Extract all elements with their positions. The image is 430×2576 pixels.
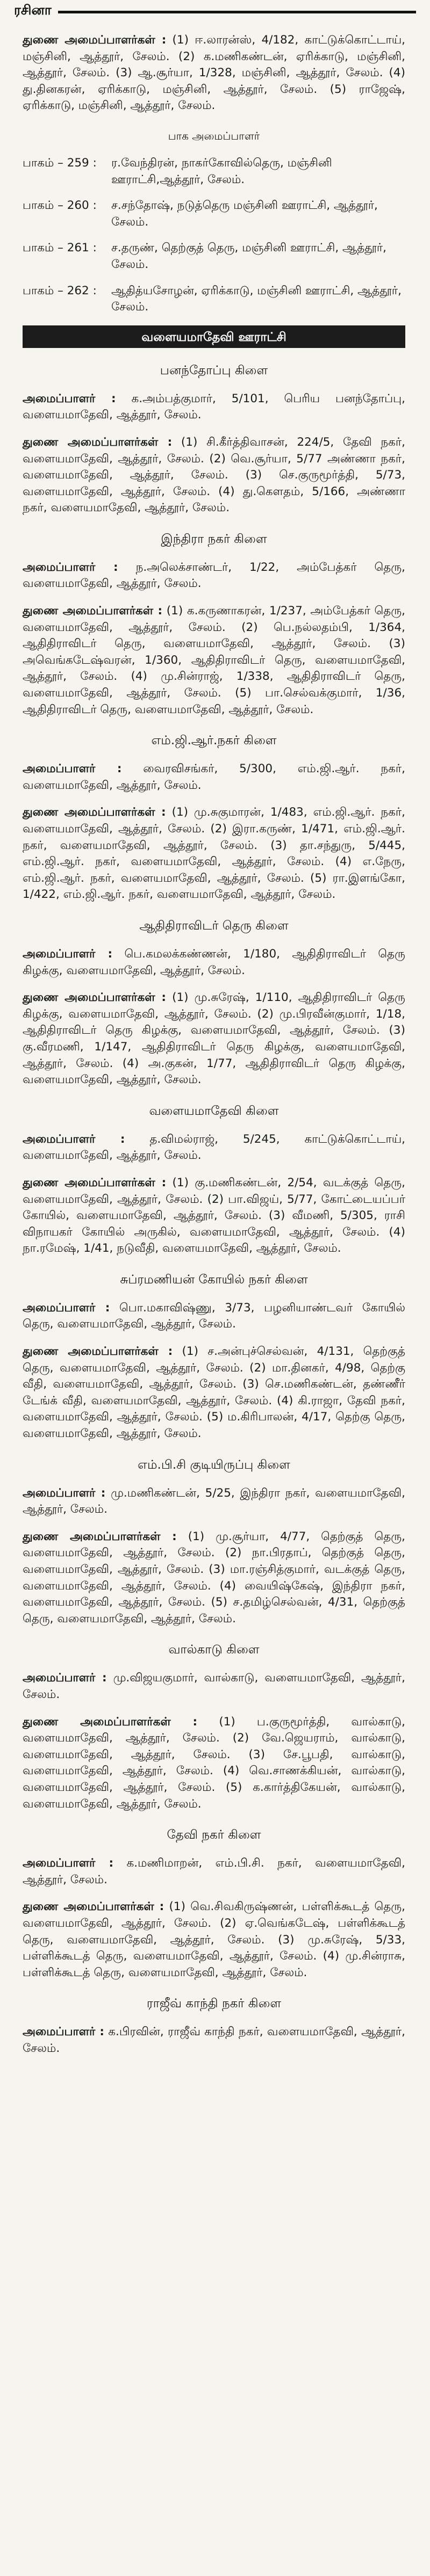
branch-heading: எம்.ஜி.ஆர்.நகர் கிளை (151, 734, 277, 748)
appointee-paragraph (23, 1300, 405, 1333)
appointee-names: (1) மு.சூர்யா, 4/77, தெற்குத் தெரு, வளையமாதேவி, ஆத்தூர், சேலம். (2) நா.பிரதாப், தெற்குத் தெரு, வளையமாதேவி, ஆத்தூர், சேலம். (3) மா.ரஞ்சித்குமார், வடக்குத் தெரு, வளையமாதேவி, ஆத்தூர், சேலம். (4) வையிஷ்கேஷ், இந்திரா நகர், வளையமாதேவி, ஆத்தூர், சேலம். (5) ச.தமிழ்செல்வன், 4/31, தெற்குத் தெரு, வளையமாதேவி, ஆத்தூர், சேலம். (23, 1529, 405, 1626)
appointee-paragraph (23, 560, 405, 592)
appointee-paragraph (23, 1485, 405, 1518)
appointee-paragraph (23, 32, 405, 114)
appointee-paragraph (23, 1344, 405, 1442)
part-row (23, 155, 405, 188)
branch-heading: சுப்ரமணியன் கோயில் நகர் கிளை (120, 1272, 308, 1287)
branch-heading: தேவி நகர் கிளை (167, 1828, 261, 1842)
role-label: அமைப்பாளர் : (23, 1856, 114, 1870)
appointee-names: ந.அலெக்சாண்டர், 1/22, அம்பேத்கர் தெரு, வளையமாதேவி, ஆத்தூர், சேலம். (23, 560, 405, 591)
role-label: துணை அமைப்பாளர்கள் : (23, 1345, 173, 1359)
part-organiser: ச.தருண், தெற்குத் தெரு, மஞ்சினி ஊராட்சி, ஆத்தூர், சேலம். (111, 241, 386, 271)
appointee-names: க.பிரவின், ராஜீவ் காந்தி நகர், வளையமாதேவி, ஆத்தூர், சேலம். (23, 2025, 405, 2055)
role-label: துணை அமைப்பாளர்கள் : (23, 991, 166, 1005)
appointee-names: (1) மு.சுரேஷ், 1/110, ஆதிதிராவிடர் தெரு கிழக்கு, வளையமாதேவி, ஆத்தூர், சேலம். (2) மு.பிரவீன்குமார், 1/18, ஆதிதிராவிடர் தெரு கிழக்கு, வளையமாதேவி, ஆத்தூர், சேலம். (3) கு.வீரமணி, 1/147, ஆதிதிராவிடர் தெரு கிழக்கு, வளையமாதேவி, ஆத்தூர், சேலம். (4) அ.குகன், 1/77, ஆதிதிராவிடர் தெரு கிழக்கு, வளையமாதேவி, ஆத்தூர், சேலம். (23, 991, 405, 1087)
appointee-names: (1) கு.மணிகண்டன், 2/54, வடக்குத் தெரு, வளையமாதேவி, ஆத்தூர், சேலம். (2) பா.விஜய், 5/77, கோட்டையப்பர் கோயில், வளையமாதேவி, ஆத்தூர், சேலம். (3) வீமணி, 5/305, ராசி விநாயகர் கோயில் அருகில், வளையமாதேவி, ஆத்தூர், சேலம். (4) நா.ரமேஷ், 1/41, நடுவீதி, வளையமாதேவி, ஆத்தூர், சேலம். (23, 1175, 405, 1256)
appointee-paragraph (23, 1529, 405, 1628)
part-row (23, 198, 405, 230)
appointee-paragraph (23, 434, 405, 517)
appointee-names: மு.மணிகண்டன், 5/25, இந்திரா நகர், வளையமாதேவி, ஆத்தூர், சேலம். (23, 1486, 405, 1516)
role-label: துணை அமைப்பாளர்கள் : (23, 1900, 164, 1914)
role-label: துணை அமைப்பாளர்கள் : (23, 1715, 198, 1729)
part-organiser: ர.வேந்திரன், நாகர்கோவில்தெரு, மஞ்சினி ஊராட்சி,ஆத்தூர், சேலம். (111, 156, 332, 186)
part-row (23, 283, 405, 316)
appointee-paragraph (23, 1670, 405, 1703)
branch-heading: ஆதிதிராவிடர் தெரு கிளை (139, 918, 289, 933)
appointee-names: மு.விஜயகுமார், வால்காடு, வளையமாதேவி, ஆத்தூர், சேலம். (23, 1671, 405, 1701)
branch-heading: எம்.பி.சி குடியிருப்பு கிளை (138, 1457, 290, 1472)
part-number: பாகம் – 261 : (23, 241, 97, 255)
masthead (0, 0, 430, 18)
branch-heading: பாக அமைப்பாளர் (168, 129, 260, 142)
appointee-paragraph (23, 2024, 405, 2057)
role-label: அமைப்பாளர் : (23, 1301, 110, 1315)
appointee-paragraph (23, 990, 405, 1089)
part-number: பாகம் – 259 : (23, 156, 97, 170)
appointee-names: (1) சி.கீர்த்திவாசன், 224/5, தேவி நகர், வளையமாதேவி, ஆத்தூர், சேலம். (2) வெ.சூர்யா, 5/77 அண்ணா நகர், வளையமாதேவி, ஆத்தூர், சேலம். (3) செ.குருமூர்த்தி, 5/73, வளையமாதேவி, ஆத்தூர், சேலம். (4) து.கௌதம், 5/166, அண்ணா நகர், வளையமாதேவி, ஆத்தூர், சேலம். (23, 435, 405, 515)
appointee-names: (1) மு.சுகுமாரன், 1/483, எம்.ஜி.ஆர். நகர், வளையமாதேவி, ஆத்தூர், சேலம். (2) இரா.கருண், 1/471, எம்.ஜி.ஆர். நகர், வளையமாதேவி, ஆத்தூர், சேலம். (3) தா.சந்துரு, 5/445, எம்.ஜி.ஆர். நகர், வளையமாதேவி, ஆத்தூர், சேலம். (4) எ.நேரு, எம்.ஜி.ஆர். நகர், வளையமாதேவி, ஆத்தூர், சேலம். (5) ரா.இளங்கோ, 1/422, எம்.ஜி.ஆர். நகர், வளையமாதேவி, ஆத்தூர், சேலம். (23, 806, 405, 902)
branch-heading: வளையமாதேவி கிளை (149, 1104, 279, 1118)
appointee-paragraph (23, 603, 405, 718)
branch-heading: இந்திரா நகர் கிளை (161, 532, 267, 546)
part-organiser: ஆதித்யசோழன், ஏரிக்காடு, மஞ்சினி ஊராட்சி, ஆத்தூர், சேலம். (111, 284, 402, 314)
appointee-names: (1) ப.குருமூர்த்தி, வால்காடு, வளையமாதேவி, ஆத்தூர், சேலம். (2) வே.ஜெயராம், வால்காடு, வளையமாதேவி, ஆத்தூர், சேலம். (3) சே.பூபதி, வால்காடு, வளையமாதேவி, ஆத்தூர், சேலம். (4) வெ.சாணக்கியன், வால்காடு, வளையமாதேவி, ஆத்தூர், சேலம். (5) க.கார்த்திகேயன், வால்காடு, வளையமாதேவி, ஆத்தூர், சேலம். (23, 1715, 405, 1811)
masthead-title: ரசினா (14, 2, 52, 18)
appointee-paragraph (23, 1899, 405, 1981)
role-label: அமைப்பாளர் : (23, 762, 122, 776)
appointee-names: (1) ச.அன்புச்செல்வன், 4/131, தெற்குத் தெரு, வளையமாதேவி, ஆத்தூர், சேலம். (2) மா.தினகர், 4/98, தெற்கு வீதி, வளையமாதேவி, ஆத்தூர், சேலம். (3) செ.மணிகண்டன், தண்ணீர் டேங்க் வீதி, வளையமாதேவி, ஆத்தூர், சேலம். (4) கி.ராஜா, தேவி நகர், வளையமாதேவி, ஆத்தூர், சேலம். (5) ம.கிரிபாலன், 4/17, தெற்கு தெரு, வளையமாதேவி, ஆத்தூர், சேலம். (23, 1345, 405, 1441)
role-label: அமைப்பாளர் : (23, 1132, 125, 1146)
role-label: அமைப்பாளர் : (23, 560, 118, 574)
role-label: அமைப்பாளர் : (23, 947, 113, 961)
part-organiser: ச.சந்தோஷ், நடுத்தெரு மஞ்சினி ஊராட்சி, ஆத்தூர், சேலம். (111, 199, 378, 229)
part-number: பாகம் – 260 : (23, 199, 97, 213)
panchayat-heading: வளையமாதேவி ஊராட்சி (23, 325, 405, 348)
role-label: துணை அமைப்பாளர்கள் : (23, 33, 167, 47)
branch-heading: ராஜீவ் காந்தி நகர் கிளை (146, 1997, 282, 2011)
appointee-names: த.விமல்ராஜ், 5/245, காட்டுக்கொட்டாய், வளையமாதேவி, ஆத்தூர், சேலம். (23, 1132, 405, 1163)
appointee-names: (1) க.கருணாகரன், 1/237, அம்பேத்கர் தெரு, வளையமாதேவி, ஆத்தூர், சேலம். (2) பெ.நல்லதம்பி, 1/364, ஆதிதிராவிடர் தெரு, வளையமாதேவி, ஆத்தூர், சேலம். (3) அவெங்கடேஷ்வரன், 1/360, ஆதிதிராவிடர் தெரு, வளையமாதேவி, ஆத்தூர், சேலம். (4) மு.சின்ராஜ், 1/338, ஆதிதிராவிடர் தெரு, வளையமாதேவி, ஆத்தூர், சேலம். (5) பா.செல்வக்குமார், 1/36, ஆதிதிராவிடர் தெரு, வளையமாதேவி, ஆத்தூர், சேலம். (23, 604, 405, 716)
appointee-names: (1) ஈ.லாரன்ஸ், 4/182, காட்டுக்கொட்டாய், மஞ்சினி, ஆத்தூர், சேலம். (2) க.மணிகண்டன், ஏரிக்காடு, மஞ்சினி, ஆத்தூர், சேலம். (3) ஆ.சூர்யா, 1/328, மஞ்சினி, ஆத்தூர், சேலம். (4) து.தினகரன், ஏரிக்காடு, மஞ்சினி, ஆத்தூர், சேலம். (5) ராஜேஷ், ஏரிக்காடு, மஞ்சினி, ஆத்தூர், சேலம். (23, 33, 405, 113)
masthead-rule (58, 11, 416, 13)
branch-heading: வால்காடு கிளை (168, 1643, 260, 1657)
role-label: அமைப்பாளர் : (23, 2025, 104, 2039)
appointee-paragraph (23, 1175, 405, 1257)
appointee-names: (1) வெ.சிவகிருஷ்ணன், பள்ளிக்கூடத் தெரு, வளையமாதேவி, ஆத்தூர், சேலம். (2) ஏ.வெங்கடேஷ், பள்ளிக்கூடத் தெரு, வளையமாதேவி, ஆத்தூர், சேலம். (3) மு.சுரேஷ், 5/33, பள்ளிக்கூடத் தெரு, வளையமாதேவி, ஆத்தூர், சேலம். (4) மு.சின்ராசு, பள்ளிக்கூடத் தெரு, வளையமாதேவி, ஆத்தூர், சேலம். (23, 1900, 405, 1979)
appointee-names: பொ.மகாவிஷ்ணு, 3/73, பழனியாண்டவர் கோயில் தெரு, வளையமாதேவி, ஆத்தூர், சேலம். (23, 1301, 405, 1331)
appointee-paragraph (23, 1131, 405, 1164)
appointee-names: க.அம்பத்குமார், 5/101, பெரிய பனந்தோப்பு, வளையமாதேவி, ஆத்தூர், சேலம். (23, 391, 405, 422)
role-label: அமைப்பாளர் : (23, 1671, 107, 1685)
appointee-paragraph (23, 1714, 405, 1813)
appointee-paragraph (23, 761, 405, 794)
part-row (23, 240, 405, 273)
part-number: பாகம் – 262 : (23, 284, 97, 297)
article-column (23, 32, 405, 2067)
appointee-names: வைரவிசங்கர், 5/300, எம்.ஜி.ஆர். நகர், வளையமாதேவி, ஆத்தூர், சேலம். (23, 762, 405, 792)
role-label: அமைப்பாளர் : (23, 391, 116, 405)
role-label: துணை அமைப்பாளர்கள் : (23, 1175, 167, 1189)
role-label: துணை அமைப்பாளர்கள் : (23, 806, 166, 819)
appointee-paragraph (23, 946, 405, 979)
branch-heading: பனந்தோப்பு கிளை (160, 363, 268, 378)
role-label: துணை அமைப்பாளர்கள் : (23, 604, 163, 618)
role-label: அமைப்பாளர் : (23, 1486, 106, 1500)
role-label: துணை அமைப்பாளர்கள் : (23, 1529, 177, 1543)
role-label: துணை அமைப்பாளர்கள் : (23, 435, 173, 449)
appointee-names: பெ.கமலக்கண்ணன், 1/180, ஆதிதிராவிடர் தெரு கிழக்கு, வளையமாதேவி, ஆத்தூர், சேலம். (23, 947, 405, 977)
appointee-paragraph (23, 804, 405, 903)
appointee-paragraph (23, 391, 405, 424)
appointee-names: க.மணிமாறன், எம்.பி.சி. நகர், வளையமாதேவி, ஆத்தூர், சேலம். (23, 1856, 405, 1886)
appointee-paragraph (23, 1855, 405, 1888)
